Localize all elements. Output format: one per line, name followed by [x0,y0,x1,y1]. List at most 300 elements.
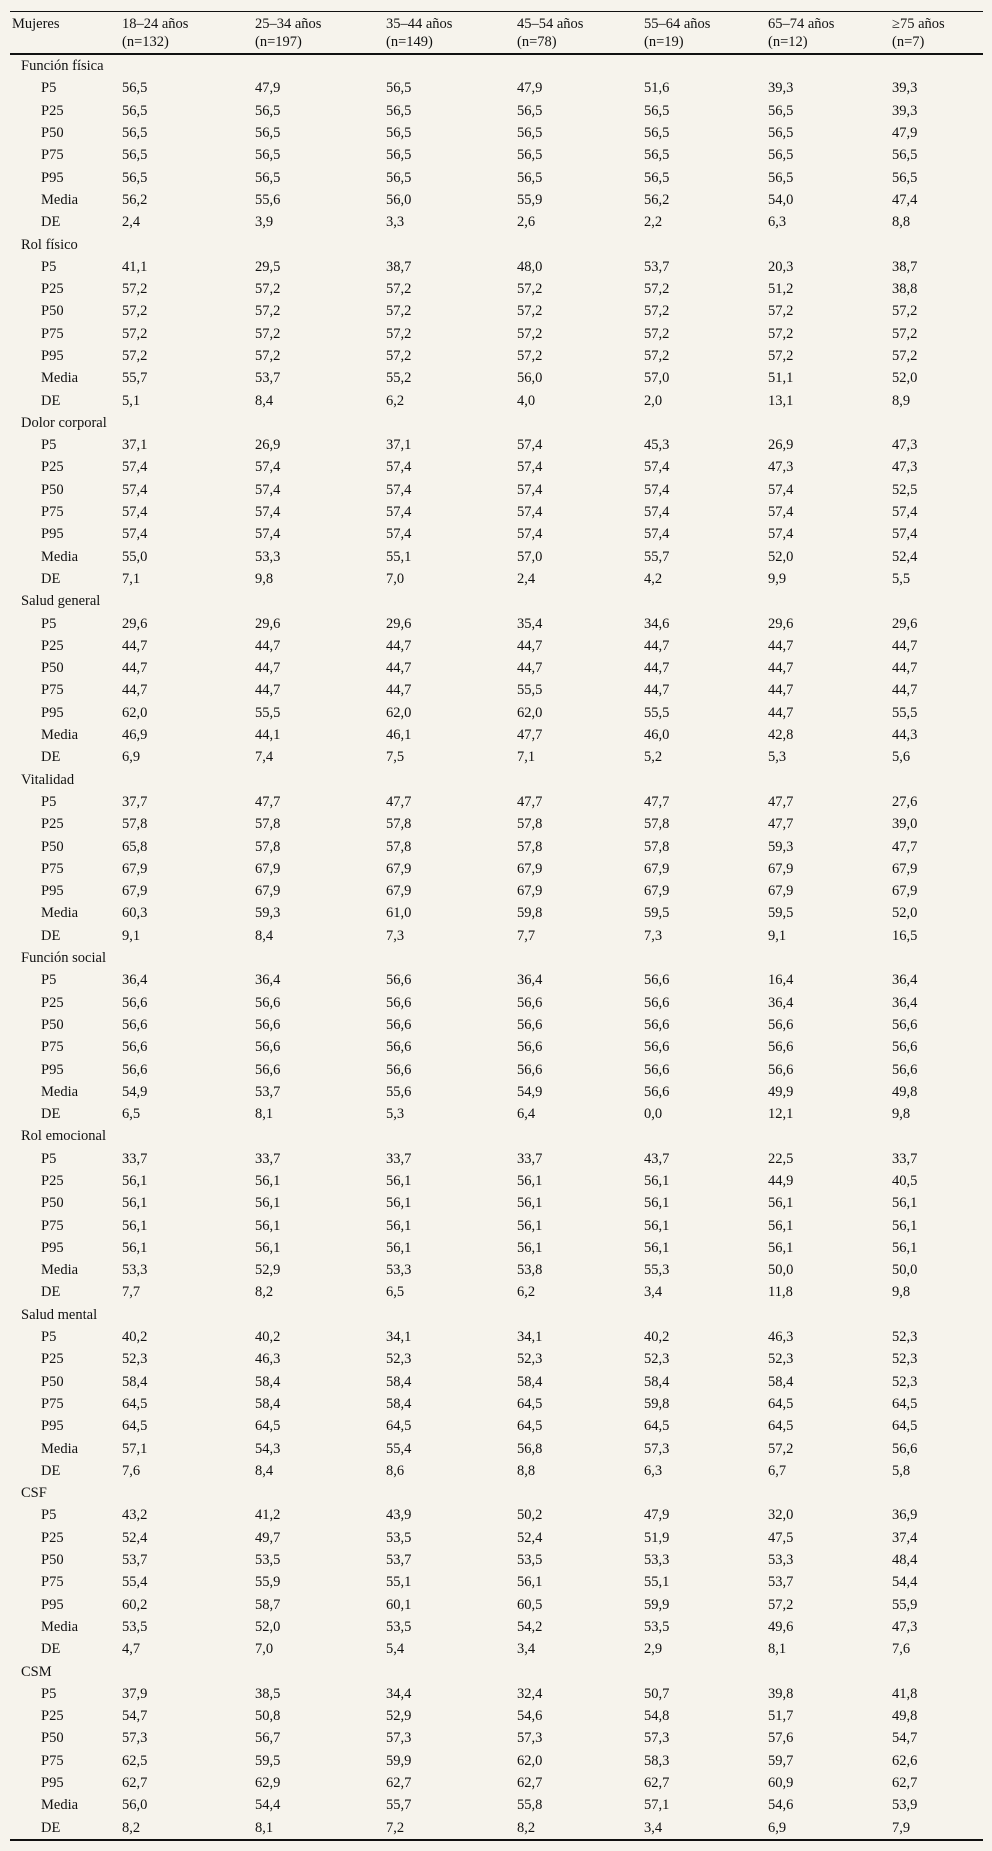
value-cell: 46,3 [768,1329,794,1346]
value-cell: 55,5 [517,682,543,699]
value-cell: 56,5 [644,147,670,164]
value-cell: 56,6 [768,1061,794,1078]
dimension-header-row [10,590,983,612]
statistic-label: P50 [41,838,64,855]
value-cell: 40,2 [122,1329,148,1346]
value-cell: 56,7 [255,1730,281,1747]
value-cell: 62,7 [644,1775,670,1791]
value-cell: 58,3 [644,1752,670,1769]
value-cell: 52,9 [255,1262,281,1279]
value-cell: 40,2 [255,1329,281,1346]
value-cell: 56,5 [122,102,148,119]
value-cell: 50,7 [644,1685,670,1702]
value-cell: 56,1 [644,1217,670,1234]
value-cell: 41,1 [122,258,148,275]
value-cell: 56,6 [517,994,543,1011]
statistic-label: P95 [41,348,64,364]
value-cell: 5,3 [768,749,787,766]
statistic-label: DE [41,1284,61,1301]
value-cell: 57,2 [122,325,148,342]
value-cell: 57,4 [255,459,281,476]
value-cell: 16,4 [768,972,794,989]
value-cell: 62,7 [892,1775,918,1791]
table-row [10,1816,983,1839]
statistic-label: P50 [41,1016,64,1033]
value-cell: 47,9 [644,1507,670,1524]
value-cell: 49,7 [255,1529,281,1546]
value-cell: 37,7 [122,793,148,810]
value-cell: 6,9 [122,749,141,766]
value-cell: 36,4 [122,972,148,989]
value-cell: 54,9 [122,1083,148,1100]
value-cell: 56,5 [255,147,281,164]
dimension-name: Dolor corporal [21,414,107,431]
statistic-label: P5 [41,1329,57,1346]
table-row [10,1036,983,1058]
value-cell: 56,1 [768,1195,794,1212]
value-cell: 56,5 [517,169,543,186]
value-cell: 56,5 [386,125,412,142]
value-cell: 55,5 [255,704,281,721]
value-cell: 44,7 [892,637,918,654]
statistic-label: P75 [41,682,64,699]
value-cell: 56,5 [768,125,794,142]
statistic-label: DE [41,749,61,766]
value-cell: 4,7 [122,1641,141,1658]
value-cell: 47,3 [892,459,918,476]
value-cell: 57,4 [122,481,148,498]
value-cell: 47,7 [255,793,281,810]
value-cell: 55,1 [644,1574,670,1591]
value-cell: 5,8 [892,1462,911,1479]
value-cell: 57,2 [255,303,281,320]
dimension-name: CSM [21,1663,52,1680]
value-cell: 26,9 [255,437,281,454]
value-cell: 57,4 [644,504,670,521]
value-cell: 62,0 [517,1752,543,1769]
value-cell: 57,2 [122,348,148,364]
column-sample-size: (n=149) [386,34,433,50]
value-cell: 56,5 [386,80,412,97]
value-cell: 47,7 [892,838,918,855]
statistic-label: Media [41,1440,79,1457]
value-cell: 47,7 [517,793,543,810]
value-cell: 50,0 [768,1262,794,1279]
value-cell: 29,6 [892,615,918,632]
statistic-label: P25 [41,637,64,654]
value-cell: 55,7 [386,1797,412,1814]
value-cell: 57,4 [255,526,281,543]
column-age-range: 18–24 años [122,16,189,32]
value-cell: 36,4 [892,994,918,1011]
value-cell: 6,5 [122,1106,141,1123]
column-header [515,12,642,55]
column-age-range: 55–64 años [644,16,711,32]
value-cell: 67,9 [517,860,543,877]
value-cell: 47,9 [892,125,918,142]
value-cell: 38,7 [386,258,412,275]
statistic-label: Media [41,1797,79,1814]
value-cell: 56,1 [517,1195,543,1212]
value-cell: 38,5 [255,1685,281,1702]
statistic-label: P50 [41,1373,64,1390]
value-cell: 29,5 [255,258,281,275]
value-cell: 59,3 [768,838,794,855]
column-header [642,12,766,55]
value-cell: 52,3 [122,1351,148,1368]
value-cell: 56,1 [644,1195,670,1212]
value-cell: 37,1 [386,437,412,454]
table-row [10,746,983,768]
value-cell: 55,3 [644,1262,670,1279]
statistic-label: Media [41,191,79,208]
value-cell: 59,5 [255,1752,281,1769]
value-cell: 57,8 [386,816,412,833]
value-cell: 7,0 [386,570,405,587]
value-cell: 57,4 [644,526,670,543]
value-cell: 40,5 [892,1172,918,1189]
value-cell: 55,5 [644,704,670,721]
value-cell: 6,3 [768,214,787,231]
value-cell: 58,7 [255,1596,281,1613]
value-cell: 16,5 [892,927,918,944]
value-cell: 56,5 [255,169,281,186]
value-cell: 56,6 [892,1061,918,1078]
value-cell: 57,4 [517,526,543,543]
value-cell: 56,5 [255,125,281,142]
statistic-label: P25 [41,1351,64,1368]
value-cell: 40,2 [644,1329,670,1346]
table-row [10,546,983,568]
value-cell: 29,6 [122,615,148,632]
value-cell: 4,2 [644,570,663,587]
table-row [10,122,983,144]
table-row [10,1504,983,1526]
value-cell: 44,7 [517,637,543,654]
value-cell: 9,8 [892,1284,911,1301]
value-cell: 57,4 [768,504,794,521]
value-cell: 51,2 [768,281,794,298]
column-sample-size: (n=132) [122,34,169,50]
value-cell: 57,8 [517,816,543,833]
value-cell: 44,7 [386,660,412,677]
value-cell: 64,5 [122,1418,148,1435]
value-cell: 39,3 [768,80,794,97]
value-cell: 57,2 [644,303,670,320]
dimension-header-row [10,1125,983,1147]
value-cell: 56,5 [892,169,918,186]
statistic-label: P5 [41,1507,57,1524]
value-cell: 8,4 [255,1462,274,1479]
table-row [10,1750,983,1772]
value-cell: 39,3 [892,102,918,119]
dimension-name: Rol emocional [21,1128,106,1145]
table-row [10,1772,983,1794]
column-header [890,12,983,55]
value-cell: 52,4 [122,1529,148,1546]
value-cell: 6,3 [644,1462,663,1479]
value-cell: 47,9 [255,80,281,97]
value-cell: 64,5 [122,1395,148,1412]
value-cell: 55,6 [386,1083,412,1100]
table-row [10,1192,983,1214]
value-cell: 62,9 [255,1775,281,1791]
column-header [766,12,890,55]
statistic-label: P25 [41,1529,64,1546]
statistic-label: P75 [41,1395,64,1412]
value-cell: 7,3 [644,927,663,944]
value-cell: 52,3 [386,1351,412,1368]
table-row [10,702,983,724]
value-cell: 56,5 [644,102,670,119]
value-cell: 8,9 [892,392,911,409]
table-row [10,1081,983,1103]
value-cell: 33,7 [386,1150,412,1167]
value-cell: 48,0 [517,258,543,275]
value-cell: 56,6 [255,1039,281,1056]
value-cell: 13,1 [768,392,794,409]
value-cell: 57,4 [644,459,670,476]
statistic-label: P75 [41,1574,64,1591]
statistic-label: P95 [41,883,64,900]
value-cell: 62,0 [122,704,148,721]
value-cell: 56,5 [517,102,543,119]
value-cell: 52,3 [892,1351,918,1368]
column-sample-size: (n=12) [768,34,808,50]
value-cell: 54,2 [517,1618,543,1635]
value-cell: 56,1 [892,1195,918,1212]
value-cell: 44,7 [122,682,148,699]
value-cell: 7,7 [517,927,536,944]
value-cell: 56,5 [122,169,148,186]
dimension-header-row [10,412,983,434]
value-cell: 44,3 [892,727,918,744]
value-cell: 56,8 [517,1440,543,1457]
value-cell: 58,4 [768,1373,794,1390]
statistic-label: P75 [41,147,64,164]
table-row [10,813,983,835]
table-row [10,1148,983,1170]
value-cell: 58,4 [386,1373,412,1390]
value-cell: 56,2 [122,191,148,208]
value-cell: 53,7 [386,1552,412,1569]
value-cell: 44,9 [768,1172,794,1189]
value-cell: 32,0 [768,1507,794,1524]
table-row [10,211,983,233]
value-cell: 36,4 [768,994,794,1011]
value-cell: 57,2 [768,325,794,342]
value-cell: 57,2 [644,325,670,342]
value-cell: 57,2 [255,348,281,364]
table-row [10,1214,983,1236]
table-row [10,880,983,902]
value-cell: 9,8 [255,570,274,587]
value-cell: 56,5 [255,102,281,119]
table-row [10,367,983,389]
value-cell: 59,7 [768,1752,794,1769]
value-cell: 8,8 [517,1462,536,1479]
value-cell: 57,1 [122,1440,148,1457]
value-cell: 2,9 [644,1641,663,1658]
dimension-header-row [10,1482,983,1504]
value-cell: 3,3 [386,214,405,231]
value-cell: 56,6 [768,1039,794,1056]
statistic-label: P5 [41,437,57,454]
value-cell: 62,6 [892,1752,918,1769]
value-cell: 53,7 [255,370,281,387]
value-cell: 57,4 [122,526,148,543]
value-cell: 42,8 [768,727,794,744]
value-cell: 57,4 [517,437,543,454]
value-cell: 56,6 [517,1039,543,1056]
value-cell: 53,3 [644,1552,670,1569]
value-cell: 54,0 [768,191,794,208]
value-cell: 29,6 [768,615,794,632]
column-header [253,12,384,55]
statistic-label: P5 [41,793,57,810]
value-cell: 58,4 [255,1395,281,1412]
value-cell: 56,6 [517,1061,543,1078]
value-cell: 62,5 [122,1752,148,1769]
value-cell: 53,9 [892,1797,918,1814]
column-header [120,12,253,55]
value-cell: 56,2 [644,191,670,208]
table-row [10,1593,983,1615]
value-cell: 47,7 [768,793,794,810]
table-row [10,1437,983,1459]
value-cell: 57,3 [122,1730,148,1747]
value-cell: 7,5 [386,749,405,766]
value-cell: 56,6 [644,1016,670,1033]
column-age-range: ≥75 años [892,16,945,32]
value-cell: 44,7 [644,682,670,699]
value-cell: 56,6 [644,994,670,1011]
value-cell: 56,6 [386,1039,412,1056]
value-cell: 46,3 [255,1351,281,1368]
value-cell: 55,1 [386,548,412,565]
value-cell: 67,9 [892,883,918,900]
value-cell: 48,4 [892,1552,918,1569]
table-row [10,1460,983,1482]
value-cell: 27,6 [892,793,918,810]
value-cell: 57,0 [644,370,670,387]
value-cell: 44,7 [768,660,794,677]
table-row [10,1281,983,1303]
table-row [10,1170,983,1192]
value-cell: 7,2 [384,1816,515,1839]
value-cell: 52,0 [255,1618,281,1635]
value-cell: 57,4 [768,481,794,498]
value-cell: 57,2 [386,303,412,320]
value-cell: 56,6 [517,1016,543,1033]
value-cell: 67,9 [768,883,794,900]
value-cell: 20,3 [768,258,794,275]
value-cell: 47,7 [386,793,412,810]
table-row [10,389,983,411]
table-row [10,501,983,523]
statistic-label: Media [41,1262,79,1279]
statistic-label: P95 [41,1061,64,1078]
value-cell: 49,8 [892,1708,918,1725]
value-cell: 6,9 [766,1816,890,1839]
value-cell: 56,1 [386,1195,412,1212]
value-cell: 39,0 [892,816,918,833]
dimension-name: Salud general [21,593,101,610]
column-age-range: 25–34 años [255,16,322,32]
statistic-label: DE [41,570,61,587]
value-cell: 7,6 [892,1641,911,1658]
value-cell: 5,6 [892,749,911,766]
value-cell: 53,3 [768,1552,794,1569]
value-cell: 47,9 [517,80,543,97]
value-cell: 57,2 [768,1440,794,1457]
value-cell: 37,9 [122,1685,148,1702]
statistic-label: P5 [41,1150,57,1167]
value-cell: 29,6 [255,615,281,632]
value-cell: 7,6 [122,1462,141,1479]
value-cell: 67,9 [768,860,794,877]
value-cell: 51,1 [768,370,794,387]
value-cell: 64,5 [892,1418,918,1435]
dimension-name: Función social [21,950,106,967]
table-row [10,278,983,300]
value-cell: 57,2 [644,348,670,364]
value-cell: 57,3 [644,1730,670,1747]
value-cell: 57,4 [768,526,794,543]
table-row [10,323,983,345]
value-cell: 8,2 [255,1284,274,1301]
column-header [384,12,515,55]
value-cell: 56,1 [892,1239,918,1256]
value-cell: 57,4 [517,481,543,498]
value-cell: 56,0 [517,370,543,387]
value-cell: 47,3 [892,1618,918,1635]
statistic-label: Media [41,905,79,922]
value-cell: 52,9 [386,1708,412,1725]
value-cell: 47,3 [892,437,918,454]
statistic-label: P5 [41,258,57,275]
value-cell: 34,1 [517,1329,543,1346]
value-cell: 56,1 [122,1172,148,1189]
value-cell: 56,1 [517,1239,543,1256]
value-cell: 56,5 [122,80,148,97]
statistic-label: P95 [41,1418,64,1435]
value-cell: 9,9 [768,570,787,587]
value-cell: 57,2 [255,281,281,298]
value-cell: 56,1 [517,1217,543,1234]
value-cell: 60,9 [768,1775,794,1791]
table-row [10,1571,983,1593]
value-cell: 47,3 [768,459,794,476]
value-cell: 56,6 [644,1083,670,1100]
statistic-label: P5 [41,972,57,989]
value-cell: 54,9 [517,1083,543,1100]
table-row [10,1393,983,1415]
value-cell: 36,4 [892,972,918,989]
value-cell: 57,2 [255,325,281,342]
value-cell: 52,3 [644,1351,670,1368]
value-cell: 7,1 [122,570,141,587]
table-row [10,189,983,211]
value-cell: 56,5 [517,125,543,142]
value-cell: 44,1 [255,727,281,744]
value-cell: 47,4 [892,191,918,208]
value-cell: 3,9 [255,214,274,231]
value-cell: 59,5 [644,905,670,922]
value-cell: 60,2 [122,1596,148,1613]
value-cell: 51,7 [768,1708,794,1725]
value-cell: 64,5 [644,1418,670,1435]
